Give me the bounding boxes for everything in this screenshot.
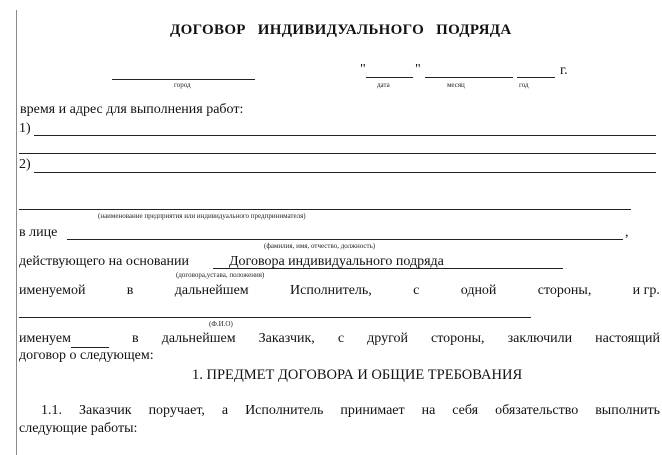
item-1-line (34, 135, 656, 136)
customer-word: стороны, (431, 331, 485, 346)
contractor-word: с (413, 283, 420, 298)
in-person-line (67, 239, 623, 240)
fio-line (19, 317, 531, 318)
item-1-label: 1) (19, 121, 31, 136)
clause-word: обязательство (495, 403, 579, 418)
document-title: ДОГОВОР ИНДИВИДУАЛЬНОГО ПОДРЯДА (170, 22, 512, 38)
clause-word: принимает (340, 403, 405, 418)
acting-label: действующего на основании (19, 254, 190, 269)
contractor-word: Исполнитель, (290, 283, 372, 298)
customer-line (19, 331, 660, 348)
day-field-line (366, 77, 413, 78)
contractor-word: стороны, (537, 283, 592, 298)
blank-line (19, 153, 656, 154)
person-caption: (фамилия, имя, отчество, должность) (264, 242, 376, 250)
contractor-word: именуемой (19, 283, 86, 298)
basis-value: Договора индивидуального подряда (229, 254, 444, 269)
contractor-word: и гр. (632, 283, 660, 298)
clause-word: поручает, (148, 403, 205, 418)
enterprise-caption: (наименование предприятия или индивидуального предпринимателя) (98, 212, 306, 220)
clause-word: Исполнитель (245, 403, 324, 418)
clause-word: себя (452, 403, 479, 418)
page-left-border (16, 10, 17, 455)
year-suffix: г. (560, 63, 568, 78)
item-2-line (34, 172, 656, 173)
date-quote-close: " (415, 62, 421, 77)
customer-ending-blank (71, 331, 109, 348)
customer-word: в (132, 331, 139, 346)
in-person-comma: , (625, 225, 629, 240)
contractor-word: в (126, 283, 134, 298)
item-2-label: 2) (19, 157, 31, 172)
clause-word: 1.1. (41, 403, 62, 418)
customer-word: заключили (507, 331, 573, 346)
city-field-line (112, 79, 255, 80)
month-field-line (425, 77, 513, 78)
enterprise-line (19, 209, 631, 210)
year-caption: год (519, 81, 529, 89)
customer-word: настоящий (595, 331, 660, 346)
clause-word: Заказчик (78, 403, 132, 418)
clause-word: а (221, 403, 229, 418)
clause-line (41, 403, 660, 419)
customer-word: другой (367, 331, 408, 346)
day-caption: дата (377, 81, 390, 89)
clause-line-2: следующие работы: (19, 421, 138, 436)
clause-word: на (421, 403, 436, 418)
in-person-label: в лице (19, 225, 58, 240)
customer-line-2: договор о следующем: (19, 348, 154, 363)
clause-word: выполнить (595, 403, 660, 418)
customer-word: дальнейшем (161, 331, 236, 346)
basis-caption: (договора,устава, положения) (176, 271, 265, 279)
city-caption: город (174, 81, 191, 89)
customer-word: Заказчик, (258, 331, 315, 346)
work-place-label: время и адрес для выполнения работ: (20, 102, 244, 117)
section-title: 1. ПРЕДМЕТ ДОГОВОРА И ОБЩИЕ ТРЕБОВАНИЯ (192, 367, 523, 383)
customer-word: с (337, 331, 345, 346)
contractor-word: одной (460, 283, 497, 298)
contractor-line (19, 283, 660, 299)
month-caption: месяц (447, 81, 465, 89)
date-quote-open: " (360, 62, 366, 77)
year-field-line (517, 77, 555, 78)
fio-caption: (Ф.И.О) (209, 320, 233, 328)
customer-word-first: именуем (19, 331, 109, 348)
contractor-word: дальнейшем (174, 283, 249, 298)
